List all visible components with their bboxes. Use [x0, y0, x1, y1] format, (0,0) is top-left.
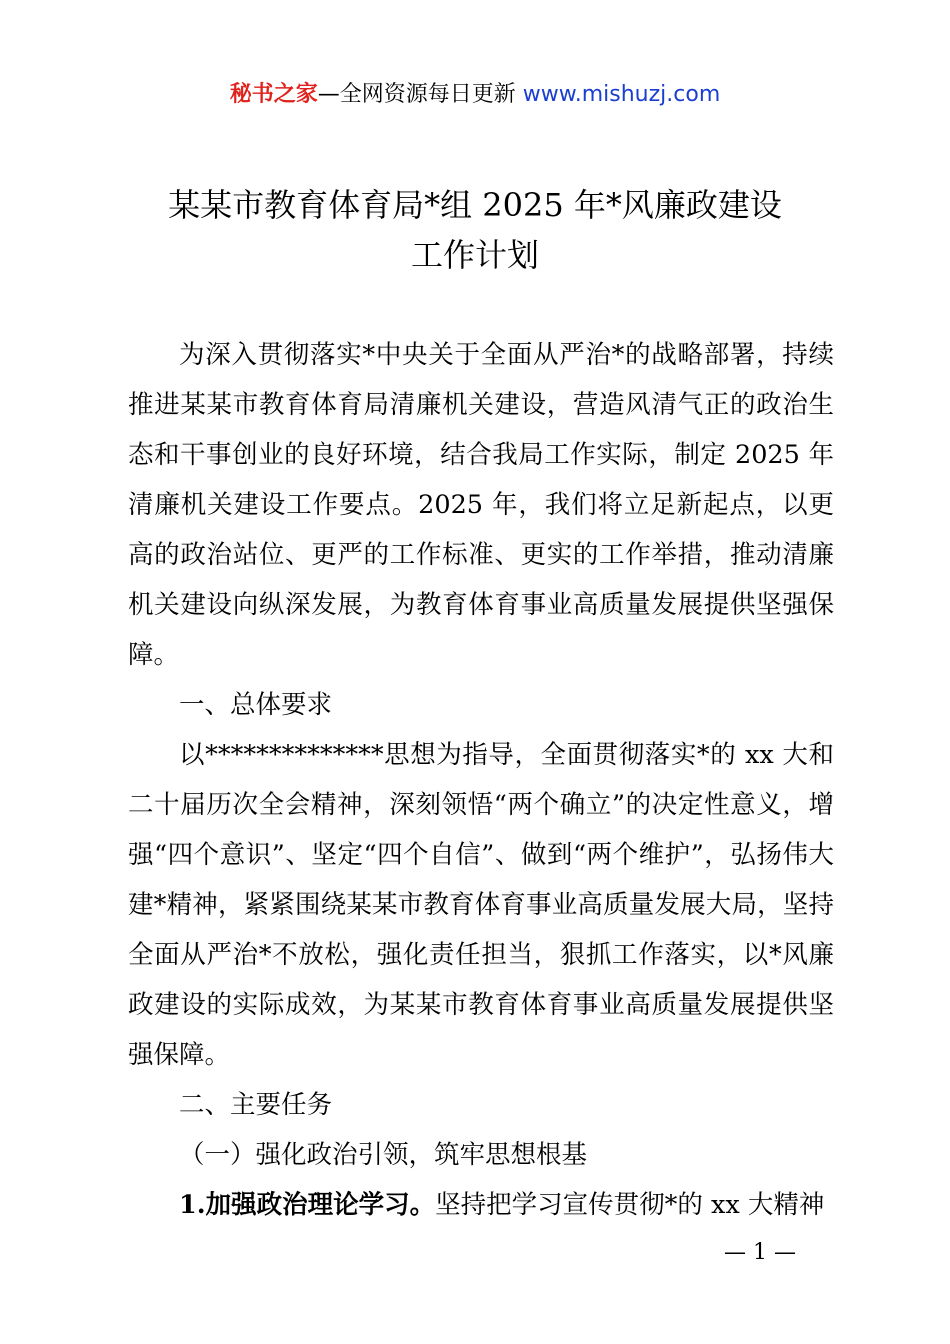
- item-1-text: 坚持把学习宣传贯彻*的 xx 大精神: [435, 1190, 825, 1220]
- item-1-title: 1.加强政治理论学习。: [179, 1190, 436, 1220]
- section-1-heading: 一、总体要求: [179, 690, 333, 720]
- document-body: [128, 330, 834, 1230]
- page-number: — 1 —: [724, 1240, 796, 1265]
- subsection-1-heading: （一）强化政治引领，筑牢思想根基: [179, 1140, 588, 1170]
- document-title: [60, 180, 890, 280]
- title-line-1: 某某市教育体育局*组 2025 年*风廉政建设: [168, 186, 782, 224]
- title-line-2: 工作计划: [410, 236, 539, 274]
- site-url[interactable]: www.mishuzj.com: [522, 82, 721, 107]
- site-tagline: —全网资源每日更新: [317, 82, 523, 107]
- item-1-paragraph: [128, 1180, 834, 1230]
- site-header: [0, 78, 950, 112]
- site-brand: 秘书之家: [229, 82, 318, 107]
- intro-paragraph: 为深入贯彻落实*中央关于全面从严治*的战略部署，持续推进某某市教育体育局清廉机关建设，营造风清气正的政治生态和干事创业的良好环境，结合我局工作实际，制定 2025 年清廉机关建设工作要点。2025 年，我们将立足新起点，以更高的政治站位、更严的工作标准、更实的工作举措，推动清廉机关建设向纵深发展，为教育体育事业高质量发展提供坚强保障。: [128, 340, 834, 670]
- section-1-paragraph: 以**************思想为指导，全面贯彻落实*的 xx 大和二十届历次全会精神，深刻领悟“两个确立”的决定性意义，增强“四个意识”、坚定“四个自信”、做到“两个维护”，弘扬伟大建*精神，紧紧围绕某某市教育体育事业高质量发展大局，坚持全面从严治*不放松，强化责任担当，狠抓工作落实，以*风廉政建设的实际成效，为某某市教育体育事业高质量发展提供坚强保障。: [128, 740, 834, 1070]
- section-2-heading: 二、主要任务: [179, 1090, 333, 1120]
